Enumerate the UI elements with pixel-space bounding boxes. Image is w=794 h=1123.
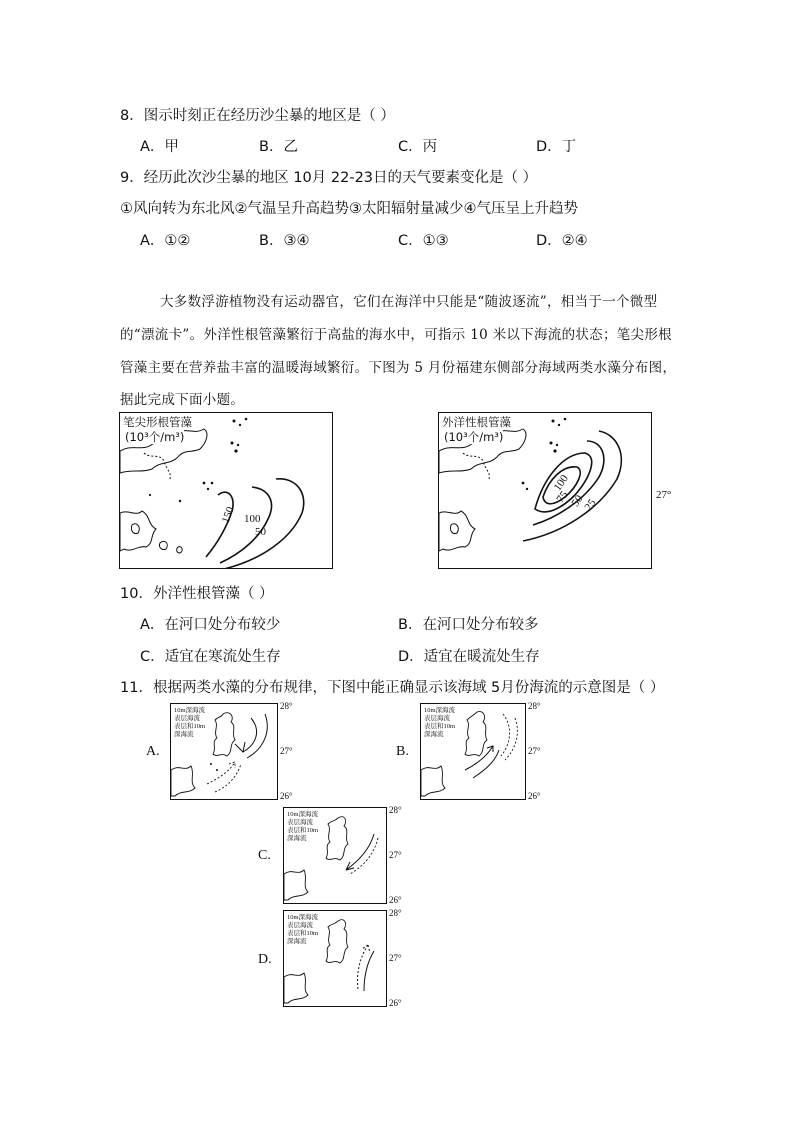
legend-b-deep: 10m深海流 <box>424 707 456 714</box>
q11-option-d-map[interactable] <box>283 910 387 1007</box>
q8-option-b[interactable]: B．乙 <box>259 139 298 155</box>
q9-option-c[interactable]: C．①③ <box>398 233 449 249</box>
legend-c-surface: 表层海流 <box>287 819 313 826</box>
a-lat-27: 27° <box>280 746 293 756</box>
legend-a-surface: 表层海流 <box>174 715 200 722</box>
passage-line-4: 据此完成下面小题。 <box>120 392 245 408</box>
contour-label-150: 150 <box>219 505 237 525</box>
legend-d-deep: 10m深海流 <box>287 914 319 921</box>
q11-option-a-label[interactable]: A. <box>146 744 160 759</box>
map-right-unit: (10³个/m³) <box>444 430 504 444</box>
legend-b <box>424 707 455 739</box>
d-lat-27: 27° <box>389 953 402 963</box>
d-lat-28: 28° <box>389 908 402 918</box>
q10-option-d[interactable]: D．适宜在暖流处生存 <box>398 649 540 665</box>
q8-option-c[interactable]: C．丙 <box>398 139 438 155</box>
contour-label-100: 100 <box>244 513 261 525</box>
q10-option-a[interactable]: A．在河口处分布较少 <box>140 617 281 633</box>
q11-option-c-label[interactable]: C. <box>258 848 271 863</box>
c-lat-28: 28° <box>389 805 402 815</box>
question-8-stem: 8．图示时刻正在经历沙尘暴的地区是（ ） <box>120 108 395 124</box>
c-lat-27: 27° <box>389 850 402 860</box>
q11-option-b-label[interactable]: B. <box>396 744 409 759</box>
q11-option-c-map[interactable] <box>283 807 387 904</box>
q8-option-d[interactable]: D．丁 <box>536 139 577 155</box>
contour-label-75: 75 <box>554 489 571 505</box>
b-lat-27: 27° <box>528 746 541 756</box>
latitude-27: 27° <box>656 489 672 501</box>
map-left-unit: (10³个/m³) <box>125 430 185 444</box>
legend-d-surface: 表层海流 <box>287 922 313 929</box>
question-9-stem: 9．经历此次沙尘暴的地区 10月 22-23日的天气要素变化是（ ） <box>120 170 538 186</box>
q11-option-b-map[interactable] <box>420 703 526 800</box>
contour-label-25: 25 <box>582 497 599 513</box>
question-9-items: ①风向转为东北风②气温呈升高趋势③太阳辐射量减少④气压呈上升趋势 <box>120 201 578 217</box>
legend-c-deep: 10m深海流 <box>287 811 319 818</box>
legend-c <box>287 811 318 843</box>
legend-a-both-2: 深海流 <box>174 731 194 738</box>
q9-option-b[interactable]: B．③④ <box>259 233 310 249</box>
legend-a-deep: 10m深海流 <box>174 707 206 714</box>
map-pen-tip-algae <box>119 412 333 569</box>
b-lat-28: 28° <box>528 701 541 711</box>
legend-b-both-1: 表层和10m <box>424 723 456 730</box>
legend-a-both-1: 表层和10m <box>174 723 206 730</box>
contour-label-50: 50 <box>255 526 266 538</box>
map-left-title: 笔尖形根管藻 <box>123 415 192 429</box>
q9-option-a[interactable]: A．①② <box>140 233 191 249</box>
map-right-title: 外洋性根管藻 <box>442 415 511 429</box>
question-10-stem: 10．外洋性根管藻（ ） <box>120 586 274 602</box>
legend-c-both-1: 表层和10m <box>287 827 319 834</box>
map-oceanic-algae <box>438 412 652 569</box>
q10-option-b[interactable]: B．在河口处分布较多 <box>398 617 539 633</box>
legend-b-surface: 表层海流 <box>424 715 450 722</box>
question-11-stem: 11．根据两类水藻的分布规律，下图中能正确显示该海域 5月份海流的示意图是（ ） <box>120 680 665 696</box>
a-lat-26: 26° <box>280 791 293 801</box>
q8-option-a[interactable]: A．甲 <box>140 139 179 155</box>
q11-option-d-label[interactable]: D. <box>258 952 272 967</box>
legend-c-both-2: 深海流 <box>287 835 307 842</box>
legend-b-both-2: 深海流 <box>424 731 444 738</box>
q9-option-d[interactable]: D．②④ <box>536 233 588 249</box>
d-lat-26: 26° <box>389 998 402 1008</box>
c-lat-26: 26° <box>389 895 402 905</box>
legend-d-both-1: 表层和10m <box>287 930 319 937</box>
passage-line-2: 的“漂流卡”。外洋性根管藻繁衍于高盐的海水中，可指示 10 米以下海流的状态；笔尖形根 <box>120 327 672 343</box>
legend-a <box>174 707 205 739</box>
b-lat-26: 26° <box>528 791 541 801</box>
q11-option-a-map[interactable] <box>170 703 278 800</box>
q10-option-c[interactable]: C．适宜在寒流处生存 <box>140 649 281 665</box>
passage-line-1: 大多数浮游植物没有运动器官，它们在海洋中只能是“随波逐流”，相当于一个微型 <box>160 294 658 310</box>
legend-d-both-2: 深海流 <box>287 938 307 945</box>
contour-label-100: 100 <box>551 472 571 494</box>
contour-label-50: 50 <box>569 493 586 509</box>
legend-d <box>287 914 318 946</box>
a-lat-28: 28° <box>280 701 293 711</box>
passage-line-3: 管藻主要在营养盐丰富的温暖海域繁衍。下图为 5 月份福建东侧部分海域两类水藻分布图， <box>120 360 677 376</box>
